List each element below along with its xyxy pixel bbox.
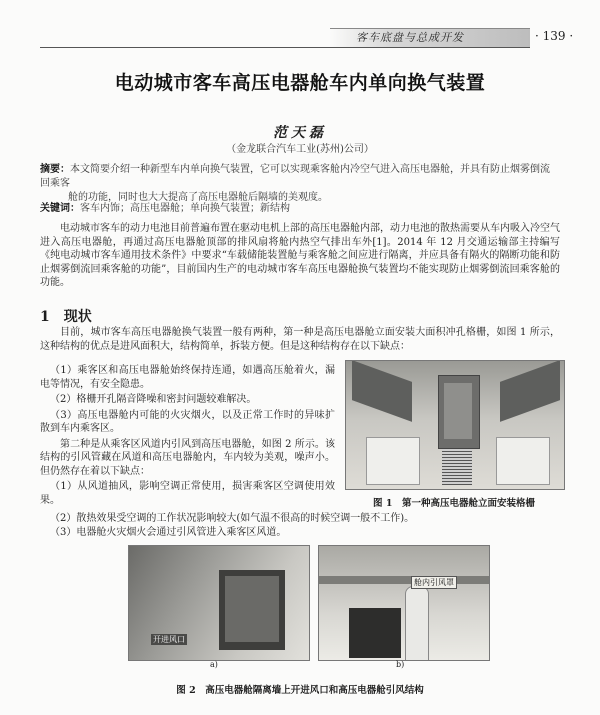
- list-item: （3）电器舱火灾烟火会通过引风管进入乘客区风道。: [50, 526, 287, 538]
- bus-seat: [366, 437, 420, 485]
- abstract-text-line2: 舱的功能，同时也大大提高了高压电器舱后隔墙的美观度。: [68, 192, 328, 203]
- section-paragraph: 第二种是从乘客区风道内引风到高压电器舱，如图 2 所示。该结构的引风管藏在风道和高压电器舱内，车内较为美观，噪声小。但仍然存在着以下缺点：: [40, 438, 335, 477]
- intro-paragraph: 电动城市客车的动力电池目前普遍布置在驱动电机上部的高压电器舱内部，动力电池的散热需要从车内吸入冷空气进入高压电器舱，再通过高压电器舱顶部的排风扇将舱内热空气排出车外[1]。2014 年 12 月交通运输部主持编写《纯电动城市客车通用技术条件》中要求“车载储能装置舱与乘客舱之间应进行隔离，并应具备有隔火的隔断功能和防止烟雾倒流回乘客舱的功能”，目前国内生产的电动城市客车高压电器舱换气装置均不能实现防止烟雾倒流回乘客舱的功能。: [40, 223, 560, 288]
- header-rule: [40, 47, 530, 48]
- list-item: （3）高压电器舱内可能的火灾烟火，以及正常工作时的异味扩散到车内乘客区。: [40, 409, 335, 434]
- bus-window: [352, 360, 412, 422]
- compartment-door-panel: [444, 383, 472, 439]
- keywords: [40, 199, 550, 214]
- bus-window: [500, 360, 560, 422]
- list-item: （1）乘客区和高压电器舱始终保持连通，如遇高压舱着火，漏电等情况，有安全隐患。: [40, 365, 335, 390]
- author-affiliation: （金龙联合汽车工业(苏州)公司）: [226, 144, 374, 155]
- air-duct: [405, 586, 429, 661]
- battery-box: [349, 608, 401, 658]
- article-title: 电动城市客车高压电器舱车内单向换气装置: [114, 72, 486, 94]
- figure1-caption: 图 1 第一种高压电器舱立面安装格栅: [373, 498, 535, 509]
- figure2b-sublabel: b): [396, 660, 405, 669]
- trailing-list: [40, 512, 540, 539]
- abstract-text-line1: 本文简要介绍一种新型车内单向换气装置，它可以实现乘客舱内冷空气进入高压电器舱，并具有防止烟雾倒流回乘客: [40, 164, 550, 189]
- journal-title: 客车底盘与总成开发: [356, 31, 464, 44]
- partition-inner: [225, 576, 279, 642]
- page-number: · 139 ·: [535, 29, 574, 43]
- author-name: 范天磊: [273, 125, 327, 141]
- left-column: [40, 364, 335, 509]
- keywords-label: 关键词：: [40, 203, 80, 214]
- figure2b-label: 舱内引风罩: [411, 576, 457, 589]
- section-paragraph: 目前，城市客车高压电器舱换气装置一般有两种，第一种是高压电器舱立面安装大面积冲孔格栅，如图 1 所示，这种结构的优点是进风面积大，结构简单，拆装方便。但是这种结构存在以下缺点：: [40, 327, 560, 352]
- keywords-text: 客车内饰；高压电器舱；单向换气装置；新结构: [80, 203, 290, 214]
- list-item: （1）从风道抽风，影响空调正常使用，损害乘客区空调使用效果。: [40, 481, 335, 506]
- vent-grille: [442, 449, 472, 485]
- bus-seat: [496, 437, 550, 485]
- abstract-label: 摘要：: [40, 164, 70, 175]
- figure2b-photo: [318, 545, 490, 661]
- list-item: （2）格栅开孔隔音降噪和密封问题较难解决。: [50, 394, 257, 405]
- section-title: 1 现状: [40, 309, 92, 325]
- figure2-caption: 图 2 高压电器舱隔离墙上开进风口和高压电器舱引风结构: [176, 685, 424, 696]
- figure2a-sublabel: a): [210, 660, 218, 669]
- list-item: （2）散热效果受空调的工作状况影响较大(如气温不很高的时候空调一般不工作)。: [50, 513, 415, 524]
- cabin-shelf: [319, 576, 489, 584]
- figure1-photo: [345, 360, 565, 490]
- figure2a-label: 开进风口: [153, 635, 185, 644]
- figure2a-photo: [128, 545, 310, 661]
